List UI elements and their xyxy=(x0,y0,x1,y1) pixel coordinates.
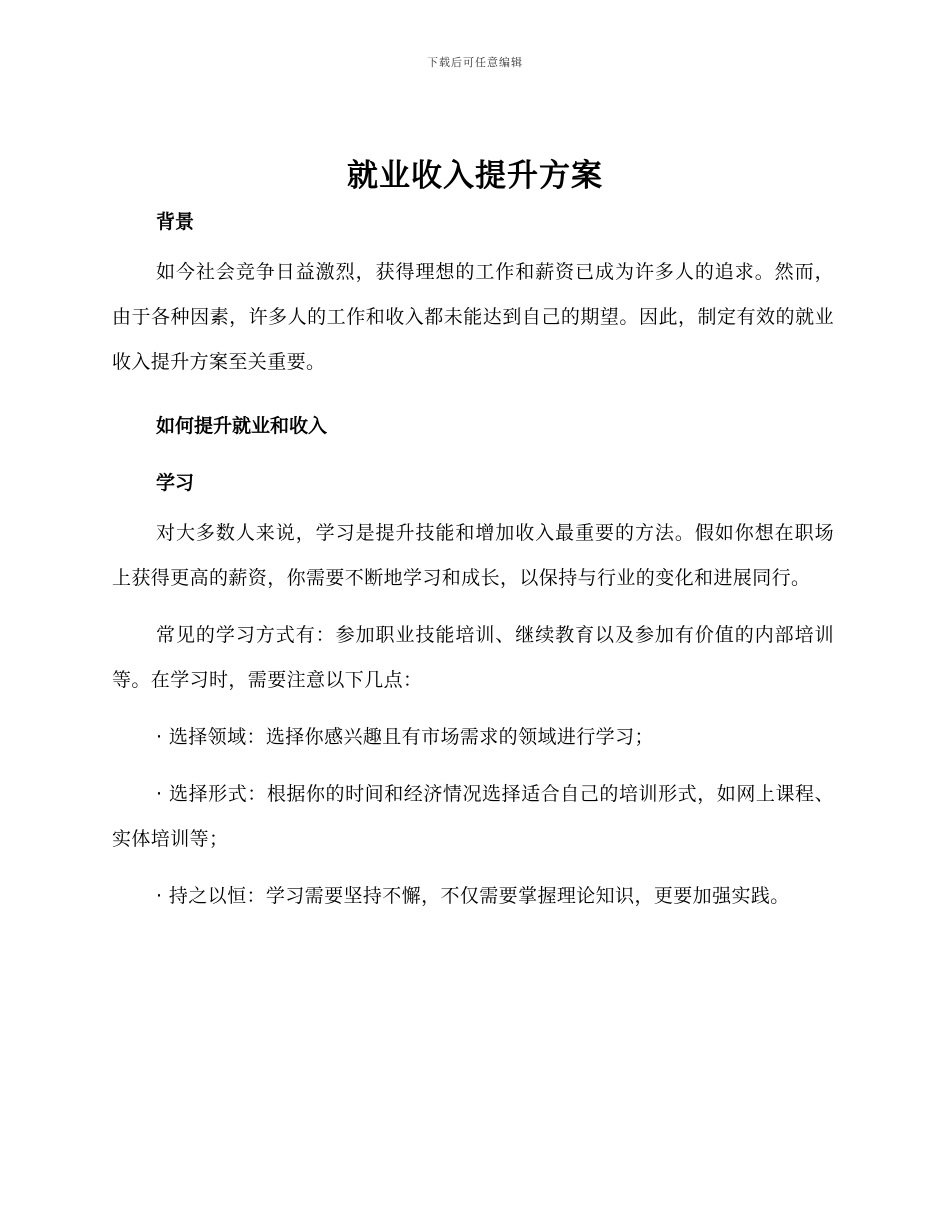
bullet-item: · 选择形式：根据你的时间和经济情况选择适合自己的培训形式，如网上课程、实体培训等； xyxy=(112,783,834,850)
background-paragraph: 如今社会竞争日益激烈，获得理想的工作和薪资已成为许多人的追求。然而，由于各种因素，许多人的工作和收入都未能达到自己的期望。因此，制定有效的就业收入提升方案至关重要。 xyxy=(112,261,834,373)
study-paragraph-1: 对大多数人来说，学习是提升技能和增加收入最重要的方法。假如你想在职场上获得更高的薪资，你需要不断地学习和成长，以保持与行业的变化和进展同行。 xyxy=(112,522,834,589)
section-heading-study: 学习 xyxy=(156,472,195,494)
section-heading-background: 背景 xyxy=(156,211,195,233)
document-body xyxy=(112,206,834,919)
bullet-item: · 选择领域：选择你感兴趣且有市场需求的领域进行学习； xyxy=(156,726,654,748)
section-heading-how: 如何提升就业和收入 xyxy=(156,415,328,437)
study-paragraph-2: 常见的学习方式有：参加职业技能培训、继续教育以及参加有价值的内部培训等。在学习时，需要注意以下几点： xyxy=(112,624,834,691)
header-note: 下载后可任意编辑 xyxy=(427,56,523,69)
document-title: 就业收入提升方案 xyxy=(347,158,603,194)
bullet-item: · 持之以恒：学习需要坚持不懈，不仅需要掌握理论知识，更要加强实践。 xyxy=(156,885,790,907)
